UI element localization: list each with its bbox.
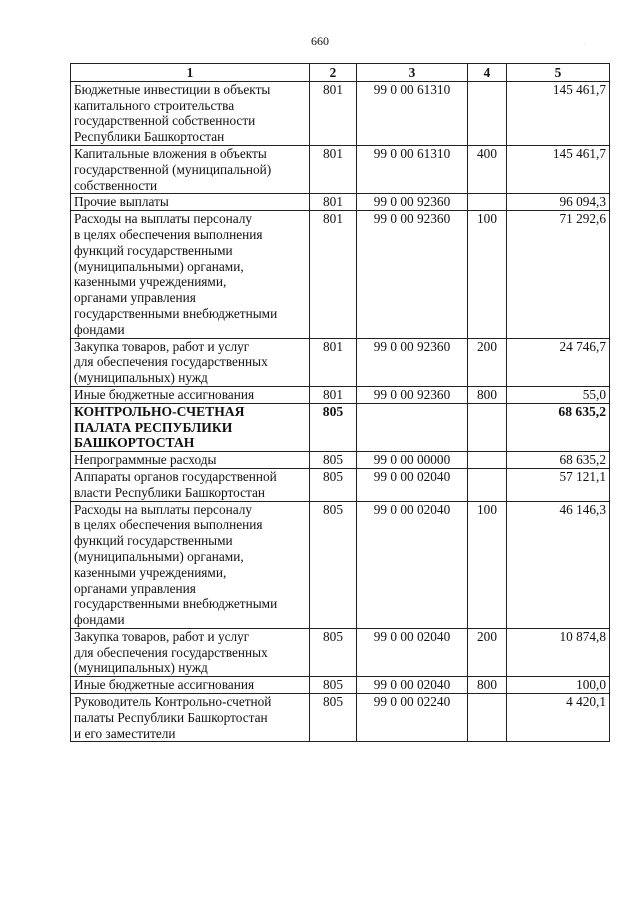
cell-amount-text: 145 461,7 xyxy=(552,81,606,97)
table-row xyxy=(71,145,610,193)
cell-name-text: Аппараты органов государственной власти Республики Башкортостан xyxy=(74,468,277,500)
cell-department-code-text: 805 xyxy=(323,501,343,517)
header-col-5: 5 xyxy=(507,64,610,82)
cell-name xyxy=(71,452,310,469)
cell-target-article xyxy=(357,403,468,451)
cell-amount xyxy=(507,386,610,403)
cell-expense-type xyxy=(468,211,507,338)
cell-expense-type xyxy=(468,468,507,501)
cell-name xyxy=(71,628,310,676)
cell-target-article xyxy=(357,452,468,469)
cell-name-text: Иные бюджетные ассигнования xyxy=(74,677,255,693)
cell-expense-type xyxy=(468,81,507,145)
table-row xyxy=(71,81,610,145)
table-row xyxy=(71,194,610,211)
cell-name xyxy=(71,81,310,145)
cell-department-code-text: 805 xyxy=(323,628,343,644)
cell-name xyxy=(71,501,310,628)
cell-amount xyxy=(507,468,610,501)
cell-expense-type xyxy=(468,338,507,386)
table-row xyxy=(71,211,610,338)
cell-expense-type xyxy=(468,386,507,403)
cell-amount xyxy=(507,628,610,676)
cell-amount-text: 96 094,3 xyxy=(559,194,606,210)
cell-amount xyxy=(507,194,610,211)
cell-department-code xyxy=(310,403,357,451)
cell-target-article-text: 99 0 00 02240 xyxy=(373,694,451,710)
cell-target-article xyxy=(357,386,468,403)
cell-department-code xyxy=(310,468,357,501)
cell-target-article-text: 99 0 00 00000 xyxy=(373,452,451,468)
cell-name-text: Иные бюджетные ассигнования xyxy=(74,386,255,402)
budget-table xyxy=(70,63,610,742)
cell-name-text: КОНТРОЛЬНО-СЧЕТНАЯ ПАЛАТА РЕСПУБЛИКИ БАШКОРТОСТАН xyxy=(74,403,245,451)
cell-name xyxy=(71,338,310,386)
cell-name xyxy=(71,694,310,742)
cell-amount-text: 71 292,6 xyxy=(559,211,606,227)
cell-amount-text: 100,0 xyxy=(576,677,606,693)
cell-amount-text: 55,0 xyxy=(582,386,606,402)
table-row xyxy=(71,694,610,742)
table-row xyxy=(71,386,610,403)
cell-name xyxy=(71,468,310,501)
cell-expense-type xyxy=(468,403,507,451)
cell-expense-type-text: 100 xyxy=(477,501,497,517)
cell-department-code-text: 801 xyxy=(323,211,343,227)
cell-amount-text: 4 420,1 xyxy=(566,694,606,710)
cell-department-code xyxy=(310,145,357,193)
cell-department-code xyxy=(310,338,357,386)
table-row xyxy=(71,403,610,451)
cell-amount xyxy=(507,403,610,451)
table-row xyxy=(71,468,610,501)
cell-department-code-text: 805 xyxy=(323,694,343,710)
cell-target-article-text: 99 0 00 02040 xyxy=(373,628,451,644)
cell-name xyxy=(71,403,310,451)
cell-department-code-text: 805 xyxy=(323,677,343,693)
cell-department-code-text: 801 xyxy=(323,386,343,402)
cell-name xyxy=(71,194,310,211)
cell-department-code xyxy=(310,211,357,338)
cell-name-text: Капитальные вложения в объекты государственной (муниципальной) собственности xyxy=(74,145,272,193)
cell-amount xyxy=(507,677,610,694)
cell-amount-text: 57 121,1 xyxy=(559,468,606,484)
cell-target-article xyxy=(357,211,468,338)
cell-target-article-text: 99 0 00 61310 xyxy=(373,145,451,161)
cell-name-text: Бюджетные инвестиции в объекты капитального строительства государственной собственности Республики Башкортостан xyxy=(74,81,271,145)
table-row xyxy=(71,338,610,386)
cell-name xyxy=(71,386,310,403)
cell-target-article-text: 99 0 00 92360 xyxy=(373,211,451,227)
cell-department-code xyxy=(310,81,357,145)
header-col-2: 2 xyxy=(310,64,357,82)
header-col-4: 4 xyxy=(468,64,507,82)
page-number: 660 xyxy=(311,34,329,48)
cell-amount xyxy=(507,145,610,193)
cell-name-text: Прочие выплаты xyxy=(74,194,169,210)
cell-department-code-text: 801 xyxy=(323,194,343,210)
cell-amount-text: 145 461,7 xyxy=(552,145,606,161)
cell-target-article xyxy=(357,194,468,211)
cell-amount-text: 46 146,3 xyxy=(559,501,606,517)
cell-target-article-text: 99 0 00 02040 xyxy=(373,677,451,693)
cell-expense-type xyxy=(468,194,507,211)
cell-department-code-text: 801 xyxy=(323,145,343,161)
cell-name xyxy=(71,211,310,338)
cell-name-text: Непрограммные расходы xyxy=(74,452,217,468)
cell-expense-type-text: 200 xyxy=(477,338,497,354)
cell-expense-type xyxy=(468,694,507,742)
cell-expense-type-text: 200 xyxy=(477,628,497,644)
cell-target-article-text: 99 0 00 92360 xyxy=(373,338,451,354)
table-row xyxy=(71,677,610,694)
cell-name-text: Руководитель Контрольно-счетной палаты Республики Башкортостан и его заместители xyxy=(74,694,272,741)
cell-amount xyxy=(507,338,610,386)
cell-amount xyxy=(507,694,610,742)
cell-target-article xyxy=(357,338,468,386)
cell-expense-type xyxy=(468,452,507,469)
table-body xyxy=(71,81,610,742)
cell-amount xyxy=(507,501,610,628)
cell-expense-type xyxy=(468,677,507,694)
cell-amount-text: 68 635,2 xyxy=(559,452,606,468)
cell-target-article-text: 99 0 00 92360 xyxy=(373,386,451,402)
cell-amount xyxy=(507,81,610,145)
cell-expense-type xyxy=(468,628,507,676)
cell-department-code xyxy=(310,694,357,742)
cell-name-text: Расходы на выплаты персоналу в целях обеспечения выполнения функций государственными (муниципальными) органами, казенными учреждениями, органами управления государственными внебюджетными фондами xyxy=(74,211,278,337)
header-col-3: 3 xyxy=(357,64,468,82)
cell-name xyxy=(71,677,310,694)
cell-target-article xyxy=(357,81,468,145)
table-row xyxy=(71,452,610,469)
header-col-1: 1 xyxy=(71,64,310,82)
cell-amount-text: 24 746,7 xyxy=(559,338,606,354)
cell-amount xyxy=(507,211,610,338)
cell-department-code-text: 805 xyxy=(323,468,343,484)
cell-target-article xyxy=(357,694,468,742)
cell-department-code-text: 805 xyxy=(323,452,343,468)
cell-amount-text: 10 874,8 xyxy=(559,628,606,644)
cell-department-code xyxy=(310,677,357,694)
cell-name xyxy=(71,145,310,193)
cell-target-article xyxy=(357,628,468,676)
cell-expense-type-text: 800 xyxy=(477,677,497,693)
table-row xyxy=(71,501,610,628)
cell-amount-text: 68 635,2 xyxy=(558,403,606,419)
cell-expense-type xyxy=(468,501,507,628)
cell-department-code xyxy=(310,628,357,676)
cell-department-code xyxy=(310,452,357,469)
cell-target-article-text: 99 0 00 61310 xyxy=(373,81,451,97)
cell-department-code-text: 801 xyxy=(323,338,343,354)
cell-department-code xyxy=(310,501,357,628)
cell-target-article xyxy=(357,468,468,501)
cell-expense-type-text: 800 xyxy=(477,386,497,402)
cell-target-article xyxy=(357,145,468,193)
cell-expense-type-text: 400 xyxy=(477,145,497,161)
cell-department-code-text: 801 xyxy=(323,81,343,97)
cell-target-article-text: 99 0 00 92360 xyxy=(373,194,451,210)
cell-name-text: Расходы на выплаты персоналу в целях обеспечения выполнения функций государственными (муниципальными) органами, казенными учреждениями, органами управления государственными внебюджетными фондами xyxy=(74,501,278,628)
cell-name-text: Закупка товаров, работ и услуг для обеспечения государственных (муниципальных) нужд xyxy=(74,628,268,676)
cell-department-code xyxy=(310,386,357,403)
cell-amount xyxy=(507,452,610,469)
table-header-row xyxy=(71,64,610,82)
cell-department-code-text: 805 xyxy=(322,403,344,419)
cell-target-article xyxy=(357,677,468,694)
cell-target-article-text: 99 0 00 02040 xyxy=(373,468,451,484)
cell-expense-type-text: 100 xyxy=(477,211,497,227)
cell-department-code xyxy=(310,194,357,211)
cell-expense-type xyxy=(468,145,507,193)
table-row xyxy=(71,628,610,676)
scan-dot: · xyxy=(584,42,586,48)
cell-name-text: Закупка товаров, работ и услуг для обеспечения государственных (муниципальных) нужд xyxy=(74,338,268,386)
cell-target-article xyxy=(357,501,468,628)
cell-target-article-text: 99 0 00 02040 xyxy=(373,501,451,517)
